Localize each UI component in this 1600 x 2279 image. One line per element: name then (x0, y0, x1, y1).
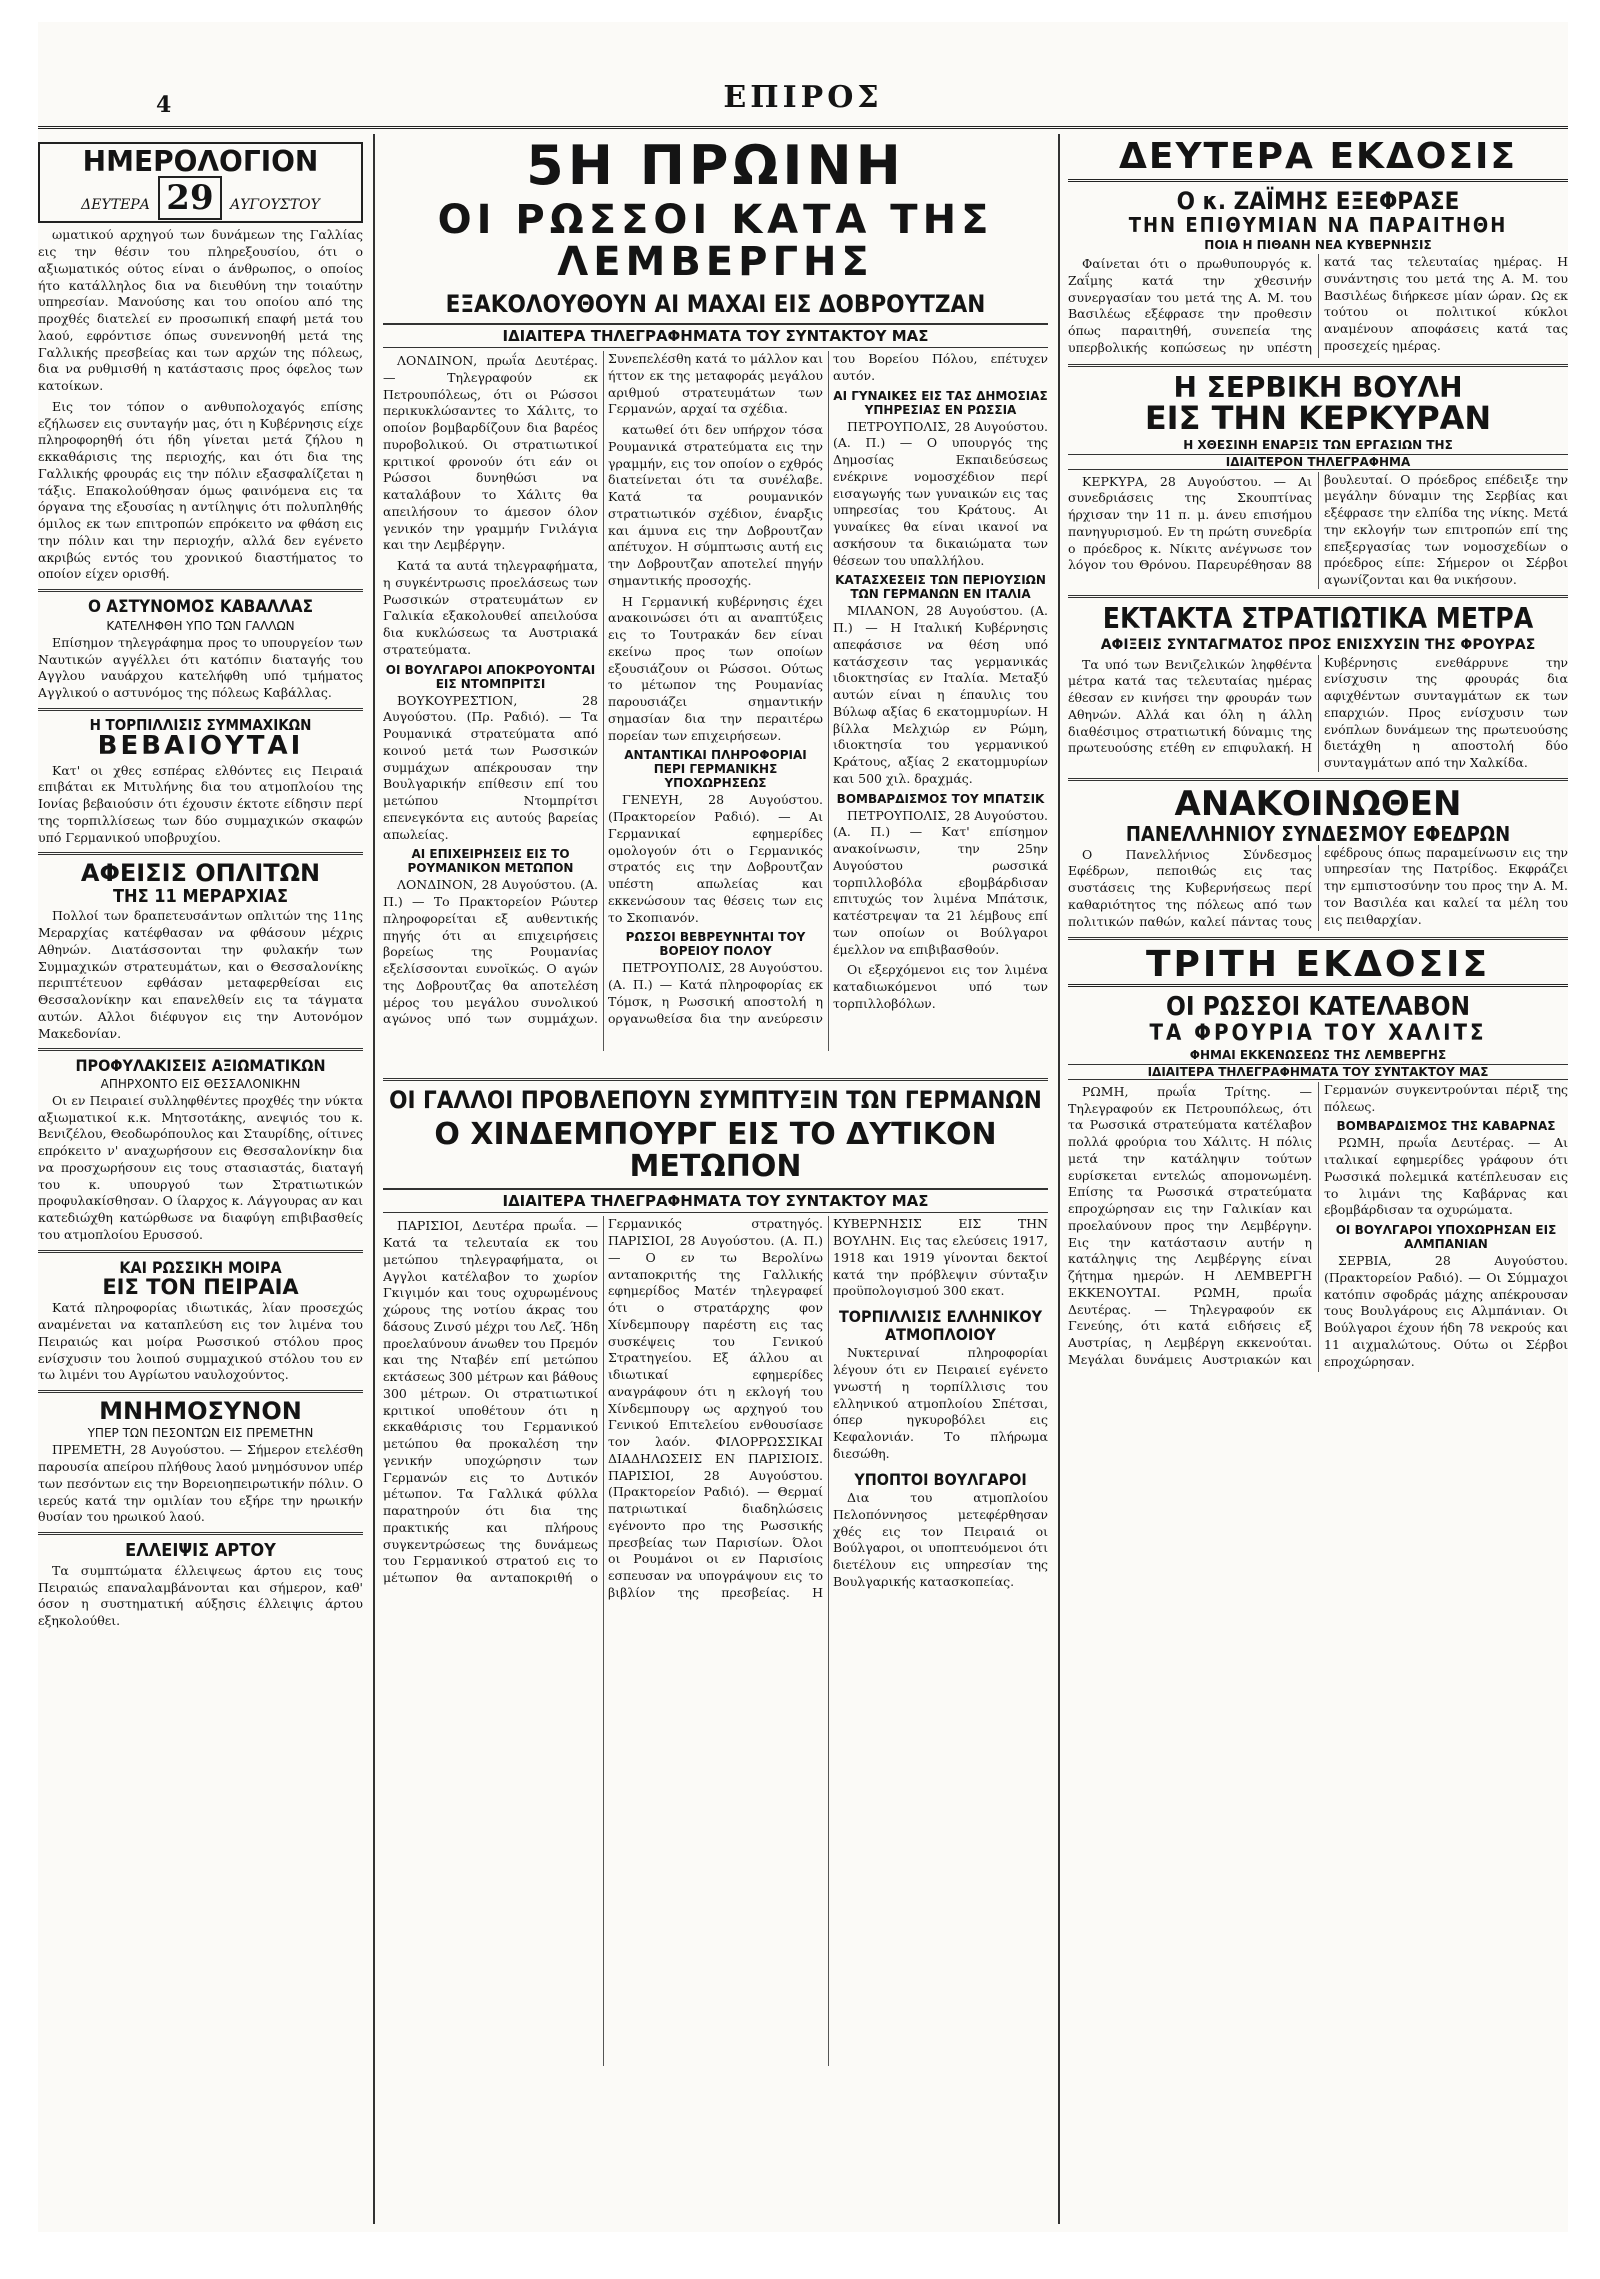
article-paragraph: Τα υπό των Βενιζελικών ληφθέντα μέτρα κατά τας τελευταίας ημέρας έθεσαν εν κινήσει την φρουράν των Αθηνών. Αλλά και όλη η άλλη διαθέσιμος στρατιωτική δύναμις της πρωτευούσης ετέθη εν επιφυλακή. Η Κυβέρνησις ενεθάρρυνε την ενίσχυσιν της φρουράς δια αφιχθέντων συνταγμάτων εκ των επαρχιών. Προς ενίσχυσιν των ενόπλων δυνάμεων της πρωτευούσης διετάχθη η αποστολή δύο συνταγμάτων από την Χαλκίδα. (1068, 654, 1568, 771)
article-headline: Η ΤΟΡΠΙΛΛΙΣΙΣ ΣΥΜΜΑΧΙΚΩΝ (89, 715, 312, 734)
article-subheading: ΚΑΤΑΣΧΕΣΕΙΣ ΤΩΝ ΠΕΡΙΟΥΣΙΩΝ ΤΩΝ ΓΕΡΜΑΝΩΝ ΕΝ ΙΤΑΛΙΑ (835, 573, 1046, 602)
calendar-date: 29 (158, 176, 221, 220)
newspaper-page (38, 22, 1568, 2232)
divider (38, 708, 363, 711)
article-paragraph: ΡΩΜΗ, πρωΐα Δευτέρας. — Αι ιταλικαί εφημερίδες γράφουν ότι Ρωσσικά πολεμικά κατέπλευσαν εις το λιμάνι της Καβάρνας και εβομβάρδισαν τα οχυρώματα. (1324, 1135, 1568, 1218)
article-subheading: ΑΝΤΑΝΤΙΚΑΙ ΠΛΗΡΟΦΟΡΙΑΙ ΠΕΡΙ ΓΕΡΜΑΝΙΚΗΣ ΥΠΟΧΩΡΗΣΕΩΣ (624, 748, 807, 791)
article-subheading: ΒΟΜΒΑΡΔΙΣΜΟΣ ΤΟΥ ΜΠΑΤΣΙΚ (836, 791, 1045, 806)
center-bottom-section (383, 1072, 1048, 2227)
article-headline: Η ΣΕΡΒΙΚΗ ΒΟΥΛΗ (1173, 370, 1463, 404)
center-top-section (383, 138, 1048, 1063)
right-column (1068, 138, 1568, 2228)
article-subheading: ΑΙ ΕΠΙΧΕΙΡΗΣΕΙΣ ΕΙΣ ΤΟ ΡΟΥΜΑΝΙΚΟΝ ΜΕΤΩΠΟΝ (407, 847, 574, 876)
column-rule (1058, 134, 1060, 2224)
second-article-body (383, 1216, 1048, 2066)
page-header (38, 22, 1568, 129)
divider (38, 852, 363, 855)
article-paragraph: ΣΕΡΒΙΑ, 28 Αυγούστου. (Πρακτορείον Ραδιό). — Οι Σύμμαχοι κατόπιν σφοδράς μάχης απέκρουσαν τους Βουλγάρους εις Αλμπάνιαν. Οι Βούλγαροι έχουν ήδη 78 νεκρούς και 11 αιχμαλώτους. Ούτω οι Σέρβοι επροχώρησαν. (1324, 1253, 1568, 1369)
third-edition-banner: ΤΡΙΤΗ ΕΚΔΟΣΙΣ (1068, 946, 1568, 987)
article-headline: Ο ΑΣΤΥΝΟΜΟΣ ΚΑΒΑΛΛΑΣ (87, 597, 314, 618)
article-paragraph: ΠΡΕΜΕΤΗ, 28 Αυγούστου. — Σήμερον ετελέσθη παρουσία απείρου πλήθους λαού μνημόσυνον υπέρ των πεσόντων εις την Βορειοηπειρωτικήν πόλιν. Ο ιερεύς κατά την ομιλίαν του εξήρε την ηρωικήν θυσίαν του ηρωικού λαού. (38, 1442, 363, 1525)
divider (1068, 778, 1568, 781)
article-kicker: ΠΟΙΑ Η ΠΙΘΑΝΗ ΝΕΑ ΚΥΒΕΡΝΗΣΙΣ (1204, 238, 1432, 253)
article-paragraph: ΓΕΝΕΥΗ, 28 Αυγούστου. (Πρακτορείον Ραδιό). — Αι Γερμανικαί εφημερίδες ομολογούν ότι ο Γερμανικός στρατός εις την Δοβρουτζαν υπέστη απωλείας και εκκενώσουν τας θέσεις των εις το Σκοπιανόν. (608, 792, 823, 925)
article-byline: ΙΔΙΑΙΤΕΡΑ ΤΗΛΕΓΡΑΦΗΜΑΤΑ ΤΟΥ ΣΥΝΤΑΚΤΟΥ ΜΑΣ (1068, 1064, 1568, 1080)
article-paragraph: κατωθεί ότι δεν υπήρχον τόσα Ρουμανικά στρατεύματα εις την γραμμήν, εις τον οποίον ο εχθρός διατείνεται ότι τα συνέλαβε. Κατά τα ρουμανικόν στρατιωτικόν σχέδιον, έναρξις και άμυνα εις την Δοβρουτζαν απέτυχον. Η σύμπτωσις αυτή εις την Δοβρουτζαν αποτελεί πηγήν σημαντικής προσοχής. (608, 422, 823, 588)
article-headline: ΑΦΕΙΣΙΣ ΟΠΛΙΤΩΝ (80, 859, 321, 888)
page-number: 4 (156, 92, 172, 118)
article-body (1068, 472, 1568, 589)
divider (38, 589, 363, 592)
divider (38, 1532, 363, 1535)
article-headline: ΑΝΑΚΟΙΝΩΘΕΝ (1174, 783, 1462, 824)
article-headline: ΕΚΤΑΚΤΑ ΣΤΡΑΤΙΩΤΙΚΑ ΜΕΤΡΑ (1102, 601, 1534, 635)
article-paragraph: Εις τον τόπον ο ανθυπολοχαγός επίσης εζήλωσεν εις συνταγήν μας, ότι η Κυβέρνησις είχε πληροφορηθή ότι ήδη γίνεται μετά ζήλου η εκκαθάρισις της περιοχής, και ότι δια της Γαλλικής φρουράς εις την πόλιν εξασφαλίζεται η τάξις. Επακολούθησαν όμως φαινόμενα εις τα όργανα της εξουσίας η αντίληψις ότι πολυπληθής όμιλος εκ των επιτροπών επρόκειτο να φθάση εις την πόλιν και την περιοχήν, αλλά δεν εγένετο ακριβώς εντός του χρονικού διαστήματος το οποίον είχεν ορισθή. (38, 398, 363, 582)
calendar-text: ωματικού αρχηγού των δυνάμεων της Γαλλίας εις την θέσιν του πληρεξουσίου, ότι ο αξιωματικός ούτος είναι ο άνθρωπος, ο οποίος ήτο κατάλληλος δια να διευθύνη την τοιαύτην υπηρεσίαν. Μανούσης και του οποίου από της προχθές διατελεί εν προσωπική επαφή μετά του λαού, εφρόντισε όπως συνεννοηθή μετά της Γαλλικής πρεσβείας και των αρχών της πόλεως, δια να ρυθμισθή η κατάστασις προς όφελος των κατοίκων. (38, 227, 363, 394)
article-body (1068, 254, 1568, 358)
article-paragraph: ΛΟΝΔΙΝΟΝ, 28 Αυγούστου. (Α. Π.) — Το Πρακτορείον Ρώυτερ πληροφορείται εξ αυθεντικής πηγής ότι αι επιχειρήσεις βορείως της Ρουμανίας εξελίσσονται ευνοϊκώς. Ο αγών της Δοβρουτζας θα αποτελέση μέρος του μεγάλου συνολικού αγώνος υπό των συμμάχων. Συνεπελέσθη κατά το μάλλον και ήττον εκ της μεταφοράς μεγάλου αριθμού στρατευμάτων των Γερμανών, αρχαί τα σχέδια. (383, 351, 823, 1027)
article-paragraph: ΒΟΥΚΟΥΡΕΣΤΙΟΝ, 28 Αυγούστου. (Πρ. Ραδιό). — Τα Ρουμανικά στρατεύματα από κοινού μετά των Ρωσσικών συμμάχων απέκρουσαν την Βουλγαρικήν επίθεσιν επί του μετώπου Ντομπρίτσι επενεγκόντα εις αυτούς βαρείας απωλείας. (383, 692, 598, 842)
main-subheadline: ΕΞΑΚΟΛΟΥΘΟΥΝ ΑΙ ΜΑΧΑΙ ΕΙΣ ΔΟΒΡΟΥΤΖΑΝ (445, 289, 986, 318)
article-paragraph: ΠΑΡΙΣΙΟΙ, Δευτέρα πρωΐα. — Κατά τα τελευταία εκ του μετώπου τηλεγραφήματα, οι Αγγλοι κατέλαβον το χωρίον Γκιγιμόν και τους οχυρωμένους χώρους της νοτίου άκρας του δάσους Ζινσύ μέχρι του Λεζ. Ήδη προελαύνουν άνωθεν του Πρεμόν και της Νταβέν επί μετώπου εκτάσεως 300 μέτρων και βάθους 300 μέτρων. Οι στρατιωτικοί κριτικοί υποθέτουν ότι η εκκαθάρισις του Γερμανικού μετώπου θα προκαλέση την γενικήν υποχώρησιν των Γερμανών εις το Δυτικόν μέτωπον. Τα Γαλλικά φύλλα παρατηρούν ότι δια της πρακτικής και πλήρους συγκεντρώσεως της δυνάμεως του Γερμανικού στρατού εις το μέτωπον θα ανταποκριθή ο Γερμανικός στρατηγός. ΠΑΡΙΣΙΟΙ, 28 Αυγούστου. (Α. Π.) — Ο εν τω Βερολίνω ανταποκριτής της Γαλλικής εφημερίδος Ματέν τηλεγραφεί ότι ο στρατάρχης φον Χίνδεμπουργ παρέστη εις τας συσκέψεις του Γενικού Στρατηγείου. Εξ άλλου αι ιδιωτικαί εφημερίδες αναγράφουν ότι η εκλογή του Χίνδεμπουργ ως αρχηγού του Γενικού Επιτελείου ενθουσίασε τον λαόν. ΦΙΛΟΡΡΩΣΣΙΚΑΙ ΔΙΑΔΗΛΩΣΕΙΣ ΕΝ ΠΑΡΙΣΙΟΙΣ. ΠΑΡΙΣΙΟΙ, 28 Αυγούστου. (Πρακτορείον Ραδιό). — Θερμαί πατριωτικαί διαδηλώσεις εγένοντο προ της Ρωσσικής πρεσβείας των Παρισίων. Όλοι οι Ρουμάνοι οι εν Παρισίοις εσπευσαν να υπογράψουν εις το βιβλίον της πρεσβείας. Η ΚΥΒΕΡΝΗΣΙΣ ΕΙΣ ΤΗΝ ΒΟΥΛΗΝ. Εις τας ελεύσεις 1917, 1918 και 1919 γίνονται δεκτοί κατά την πρόβλεψιν σύνταξιν προϋπολογισμού 300 εκατ. (383, 1216, 1048, 1600)
article-paragraph: Δια του ατμοπλοίου Πελοπόννησος μετεφέρθησαν χθές εις τον Πειραιά οι Βούλγαροι, οι υποπτευόμενοι ότι διετέλουν εις υπηρεσίαν της Βουλγαρικής κατασκοπείας. (833, 1490, 1048, 1589)
article-paragraph: Κατά τα αυτά τηλεγραφήματα, η συγκέντρωσις προελάσεως των Ρωσσικών στρατευμάτων εν Γαλικία εξακολουθεί απειλούσα δια κυκλώσεως τα Αυστριακά στρατεύματα. (383, 558, 598, 657)
left-column (38, 138, 363, 2228)
calendar-month: ΑΥΓΟΥΣΤΟΥ (230, 197, 320, 214)
article-subheadline: ΤΑ ΦΡΟΥΡΙΑ ΤΟΥ ΧΑΛΙΤΣ (1149, 1020, 1487, 1046)
article-paragraph: Πολλοί των δραπετευσάντων οπλιτών της 11ης Μεραρχίας κατέφθασαν να φθάσουν μέχρις Αθηνών. Διατάσσονται την φυλακήν των Συμμαχικών στρατευμάτων, και ο Θεσσαλονίκης περιπτέτευον εφθάσαν μεταφερθείσαι εις Θεσσαλονίκην και επανελθείν εις τα τάγματα αυτών. Αλλοι διέφυγον εις την Αυτονόμον Μακεδονίαν. (38, 908, 363, 1041)
article-body (1068, 1082, 1568, 1372)
masthead: ΕΠΙΡΟΣ (723, 80, 883, 115)
article-subheading: ΟΙ ΒΟΥΛΓΑΡΟΙ ΥΠΟΧΩΡΗΣΑΝ ΕΙΣ ΑΛΜΠΑΝΙΑΝ (1335, 1223, 1557, 1252)
divider (383, 1078, 1048, 1081)
article-paragraph: ΠΕΤΡΟΥΠΟΛΙΣ, 28 Αυγούστου. (Α. Π.) — Ο υπουργός της Δημοσίας Εκπαιδεύσεως ενέκρινε νομοσχέδιον περί εισαγωγής των γυναικών εις τας υπηρεσίας του Κράτους. Αι γυναίκες θα είναι ικανοί να ασκήσουν τα δικαιώματα των θέσεων του υπαλλήλου. (833, 418, 1048, 568)
article-body (1068, 655, 1568, 772)
article-subheadline: ΕΙΣ ΤΟΝ ΠΕΙΡΑΙΑ (102, 1275, 299, 1300)
calendar-day: ΔΕΥΤΕΡΑ (81, 197, 150, 214)
article-headline: ΠΡΟΦΥΛΑΚΙΣΕΙΣ ΑΞΙΩΜΑΤΙΚΩΝ (75, 1056, 326, 1076)
second-subheadline: Ο ΧΙΝΔΕΜΠΟΥΡΓ ΕΙΣ ΤΟ ΔΥΤΙΚΟΝ ΜΕΤΩΠΟΝ (434, 1117, 997, 1184)
article-subheading: ΤΟΡΠΙΛΛΙΣΙΣ ΕΛΛΗΝΙΚΟΥ ΑΤΜΟΠΛΟΙΟΥ (838, 1307, 1043, 1344)
divider (1068, 937, 1568, 940)
second-byline: ΙΔΙΑΙΤΕΡΑ ΤΗΛΕΓΡΑΦΗΜΑΤΑ ΤΟΥ ΣΥΝΤΑΚΤΟΥ ΜΑΣ (383, 1188, 1048, 1213)
calendar-date-line (43, 178, 358, 218)
article-paragraph: Ο Πανελλήνιος Σύνδεσμος Εφέδρων, πεποιθώς εις τας συστάσεις της Κυβερνήσεως περί καθαριότητος της πόλεως από των πολιτικών παθών, καλεί πάντας τους εφέδρους όπως παραμείνωσιν εις την υπηρεσίαν της Πατρίδος. Εκφράζει την εμπιστοσύνην του προς την Α. Μ. τον Βασιλέα και καλεί τα μέλη του εις πειθαρχίαν. (1068, 844, 1568, 929)
article-subheadline: ΑΦΙΞΕΙΣ ΣΥΝΤΑΓΜΑΤΟΣ ΠΡΟΣ ΕΝΙΣΧΥΣΙΝ ΤΗΣ ΦΡΟΥΡΑΣ (1100, 636, 1536, 653)
article-kicker: Η ΧΘΕΣΙΝΗ ΕΝΑΡΞΙΣ ΤΩΝ ΕΡΓΑΣΙΩΝ ΤΗΣ (1183, 437, 1453, 452)
article-subheadline: ΑΠΗΡΧΟΝΤΟ ΕΙΣ ΘΕΣΣΑΛΟΝΙΚΗΝ (100, 1076, 301, 1091)
article-byline: ΙΔΙΑΙΤΕΡΟΝ ΤΗΛΕΓΡΑΦΗΜΑ (1068, 454, 1568, 470)
article-subheadline: ΤΗΣ 11 ΜΕΡΑΡΧΙΑΣ (112, 885, 289, 907)
divider (38, 1390, 363, 1393)
divider (1068, 364, 1568, 367)
article-paragraph: ΚΕΡΚΥΡΑ, 28 Αυγούστου. — Αι συνεδριάσεις της Σκουπτίνας ήρχισαν την 11 π. μ. άνευ επισήμου πανηγυρισμού. Εν τη πρώτη συνεδρία ο πρόεδρος κ. Νίκιτς ανέγνωσε τον λόγον του Θρόνου. Παρευρέθησαν 88 βουλευταί. Ο πρόεδρος επέδειξε την μεγάλην δύναμιν της Σερβίας και εξέφρασε την ελπίδα της νίκης. Μετά την εκλογήν των επιτροπών επί της επεξεργασίας των νομοσχεδίων ο πρόεδρος είπε: Σήμερον οι Σέρβοι αγωνίζονται και θα νικήσουν. (1068, 471, 1568, 588)
article-headline: ΜΝΗΜΟΣΥΝΟΝ (99, 1397, 302, 1426)
main-article-body (383, 351, 1048, 1051)
second-edition-banner: ΔΕΥΤΕΡΑ ΕΚΔΟΣΙΣ (1068, 138, 1568, 182)
divider (38, 1250, 363, 1253)
calendar-box (38, 142, 363, 223)
article-body (1068, 845, 1568, 932)
article-headline: Ο κ. ΖΑΪΜΗΣ ΕΞΕΦΡΑΣΕ (1176, 186, 1460, 215)
calendar-title: ΗΜΕΡΟΛΟΓΙΟΝ (82, 145, 319, 178)
article-subheadline: ΒΕΒΑΙΟΥΤΑΙ (97, 731, 304, 762)
article-paragraph: Φαίνεται ότι ο πρωθυπουργός κ. Ζαΐμης κατά την χθεσινήν συνεργασίαν του μετά της Α. Μ. του Βασιλέως εξέφρασε την προθεσιν όπως παραιτηθή, συνεπεία της υπερβολικής κοπώσεως ην υπέστη κατά τας τελευταίας ημέρας. Η συνάντησις του μετά της Α. Μ. του Βασιλέως διήρκεσε μίαν ώραν. Ως εκ τούτου οι πολιτικοί κύκλοι αναμένουν αποφάσεις κατά τας προσεχείς ημέρας. (1068, 254, 1568, 355)
article-paragraph: ΠΕΤΡΟΥΠΟΛΙΣ, 28 Αυγούστου. (Α. Π.) — Κατά πληροφορίας εκ Τόμσκ, η Ρωσσική αποστολή η οργανωθείσα δια την ανεύρεσιν του Βορείου Πόλου, επέτυχεν αυτόν. (608, 351, 1048, 1026)
article-subheadline: ΤΗΝ ΕΠΙΘΥΜΙΑΝ ΝΑ ΠΑΡΑΙΤΗΘΗ (1128, 213, 1508, 238)
second-headline: ΟΙ ΓΑΛΛΟΙ ΠΡΟΒΛΕΠΟΥΝ ΣΥΜΠΤΥΞΙΝ ΤΩΝ ΓΕΡΜΑΝΩΝ (389, 1086, 1042, 1114)
article-subheading: ΑΙ ΓΥΝΑΙΚΕΣ ΕΙΣ ΤΑΣ ΔΗΜΟΣΙΑΣ ΥΠΗΡΕΣΙΑΣ ΕΝ ΡΩΣΣΙΑ (833, 388, 1048, 417)
article-subheadline: ΚΑΤΕΛΗΦΘΗ ΥΠΟ ΤΩΝ ΓΑΛΛΩΝ (106, 618, 295, 633)
article-paragraph: ΛΟΝΔΙΝΟΝ, πρωΐα Δευτέρας. — Τηλεγραφούν εκ Πετρουπόλεως, ότι οι Ρώσσοι περικυκλώσαντες το Χάλιτς, το οποίον βομβαρδίζουν δια βαρέος πυροβολικού. Οι στρατιωτικοί κριτικοί φρονούν ότι εάν οι Ρώσσοι δυνηθώσι να καταλάβουν το Χάλιτς θα απειλήσουν το άμεσον όλον γενικόν την γραμμήν Γνιλάγια και την Λεμβέργην. (383, 353, 598, 553)
article-kicker: ΦΗΜΑΙ ΕΚΚΕΝΩΣΕΩΣ ΤΗΣ ΛΕΜΒΕΡΓΗΣ (1189, 1047, 1447, 1062)
article-paragraph: Οι εν Πειραιεί συλληφθέντες προχθές την νύκτα αξιωματικοί κ.κ. Μητσοτάκης, ανεψιός του κ. Βενιζέλου, Θεοδωρόπουλος και Σταυρίδης, οίτινες επρόκειτο ν' αναχωρήσουν εις Θεσσαλονίκην δια να προσχωρήσουν εις τους στασιαστάς, διαταγή του κ. υπουργού των Στρατιωτικών προφυλακίσθησαν. Ο ίλαρχος κ. Λάγγουρας αν και κατεδιώχθη κατώρθωσε να διαφύγη επιβιβασθείς του ατμοπλοίου Ερυσσού. (38, 1092, 363, 1242)
article-paragraph: ΜΙΛΑΝΟΝ, 28 Αυγούστου. (Α. Π.) — Η Ιταλική Κυβέρνησις απεφάσισε να θέση υπό κατάσχεσιν τας γερμανικάς ιδιοκτησίας εν Ιταλία. Μεταξύ αυτών είναι η έπαυλις του Βύλωφ αξίας 6 εκατομμυρίων. Η βίλλα Μελχιώρ εν Ρώμη, ιδιοκτησία του γερμανικού Κράτους, αξίας 2 εκατομμυρίων και 500 χιλ. δραχμάς. (833, 603, 1048, 786)
article-paragraph: ΡΩΜΗ, πρωΐα Τρίτης. — Τηλεγραφούν εκ Πετρουπόλεως, ότι τα Ρωσσικά στρατεύματα κατέλαβον πολλά φρούρια του Χάλιτς. Η πόλις μετά την κατάληψιν τούτων ευρίσκεται εντελώς απομονωμένη. Επίσης τα Ρωσσικά στρατεύματα επροχώρησαν εις την Γαλικίαν και προελαύνουν προς την Λεμβέργην. Εις την κατάστασιν αυτήν η κατάληψις της Λεμβέργης είναι ζήτημα ημερών. Η ΛΕΜΒΕΡΓΗ ΕΚΚΕΝΟΥΤΑΙ. ΡΩΜΗ, πρωΐα Δευτέρας. — Τηλεγραφούν εκ Γενεύης, ότι κατά ειδήσεις εξ Αυστρίας, η Λεμβέργη εκκενούται. Μεγάλαι δυνάμεις Αυστριακών και Γερμανών συγκεντρούνται πέριξ της πόλεως. (1068, 1081, 1568, 1367)
article-headline: ΕΛΛΕΙΨΙΣ ΑΡΤΟΥ (125, 1540, 276, 1562)
article-subheading: ΒΟΜΒΑΡΔΙΣΜΟΣ ΤΗΣ ΚΑΒΑΡΝΑΣ (1336, 1119, 1556, 1134)
main-headline: ΟΙ ΡΩΣΣΟΙ ΚΑΤΑ ΤΗΣ ΛΕΜΒΕΡΓΗΣ (437, 196, 994, 285)
article-headline: ΚΑΙ ΡΩΣΣΙΚΗ ΜΟΙΡΑ (119, 1257, 282, 1277)
article-paragraph: Νυκτεριναί πληροφορίαι λέγουν ότι εν Πειραιεί εγένετο γνωστή η τορπίλλισις του ελληνικού ατμοπλοίου Σπέτσαι, όπερ ηγκυροβόλει εις Κεφαλονιάν. Το πλήρωμα διεσώθη. (833, 1345, 1048, 1461)
article-paragraph: Οι εξερχόμενοι εις τον λιμένα καταδιωκόμενοι υπό των τορπιλλοβόλων. (833, 962, 1048, 1011)
main-byline: ΙΔΙΑΙΤΕΡΑ ΤΗΛΕΓΡΑΦΗΜΑΤΑ ΤΟΥ ΣΥΝΤΑΚΤΟΥ ΜΑΣ (383, 323, 1048, 348)
article-subheading: ΡΩΣΣΟΙ ΒΕΒΡΕΥΝΗΤΑΙ ΤΟΥ ΒΟΡΕΙΟΥ ΠΟΛΟΥ (625, 930, 806, 959)
article-paragraph: Επίσημον τηλεγράφημα προς το υπουργείον των Ναυτικών αγγέλλει ότι κατόπιν διαταγής του Αγγλου ναυάρχου κατελήφθη υπό τμήματος Αγγλικού ο αστυνόμος της πόλεως Καβάλλας. (38, 634, 363, 701)
article-paragraph: Η Γερμανική κυβέρνησις έχει ανακοινώσει ότι αι αναπτύξεις εις το Τουτρακάν δεν είναι εκείνω προς των οποίων εξουσιάζουν οι Ρώσσοι. Ούτως το μέτωπον της Ρουμανίας παρουσιάζει σημαντικήν σημασίαν δια την περαιτέρω πορείαν των επιχειρήσεων. (608, 593, 823, 743)
article-subheadline: ΕΙΣ ΤΗΝ ΚΕΡΚΥΡΑΝ (1144, 399, 1492, 438)
article-subheadline: ΥΠΕΡ ΤΩΝ ΠΕΣΟΝΤΩΝ ΕΙΣ ΠΡΕΜΕΤΗΝ (87, 1426, 314, 1441)
article-subheading: ΥΠΟΠΤΟΙ ΒΟΥΛΓΑΡΟΙ (854, 1469, 1027, 1489)
article-paragraph: ΠΕΤΡΟΥΠΟΛΙΣ, 28 Αυγούστου. (Α. Π.) — Κατ' επίσημον ανακοίνωσιν, την 25ην Αυγούστου ρωσσικά τορπιλλοβόλα εβομβάρδισαν επιτυχώς τον λιμένα Μπάτσικ, κατέστρεψαν τα 21 λέμβους επί των οποίων οι Βούλγαροι έμελλον να επιβιβασθούν. (833, 807, 1048, 957)
article-headline: ΟΙ ΡΩΣΣΟΙ ΚΑΤΕΛΑΒΟΝ (1165, 992, 1471, 1023)
article-paragraph: Κατά πληροφορίας ιδιωτικάς, λίαν προσεχώς αναμένεται να καταπλεύση εις τον λιμένα του Πειραιώς και μοίρα Ρωσσικού στόλου προς ενίσχυσιν του λοιπού συμμαχικού στόλου του εν τω λιμένι του Αγρίωτου ναυλοχούντος. (38, 1300, 363, 1383)
article-paragraph: Κατ' οι χθες εσπέρας ελθόντες εις Πειραιά επιβάται εκ Μιτυλήνης δια του ατμοπλοίου της Ιονίας βεβαιούσιν ότι έχουσιν έκτοτε είδησιν περί της τορπιλλίσεως των δύο συμμαχικών σκαφών υπό Γερμανικού υποβρυχίου. (38, 762, 363, 845)
article-subheadline: ΠΑΝΕΛΛΗΝΙΟΥ ΣΥΝΔΕΣΜΟΥ ΕΦΕΔΡΩΝ (1125, 821, 1511, 846)
article-subheading: ΟΙ ΒΟΥΛΓΑΡΟΙ ΑΠΟΚΡΟΥΟΝΤΑΙ ΕΙΣ ΝΤΟΜΠΡΙΤΣΙ (385, 662, 596, 691)
article-paragraph: Τα συμπτώματα έλλειψεως άρτου εις τους Πειραιώς επαναλαμβάνονται και σήμερον, καθ' όσον η συστηματική αύξησις έλλειψις άρτου εξηκολούθει. (38, 1562, 363, 1629)
column-rule (373, 134, 375, 2224)
divider (1068, 595, 1568, 598)
divider (38, 1048, 363, 1051)
main-kicker: 5Η ΠΡΩΙΝΗ (526, 138, 905, 197)
